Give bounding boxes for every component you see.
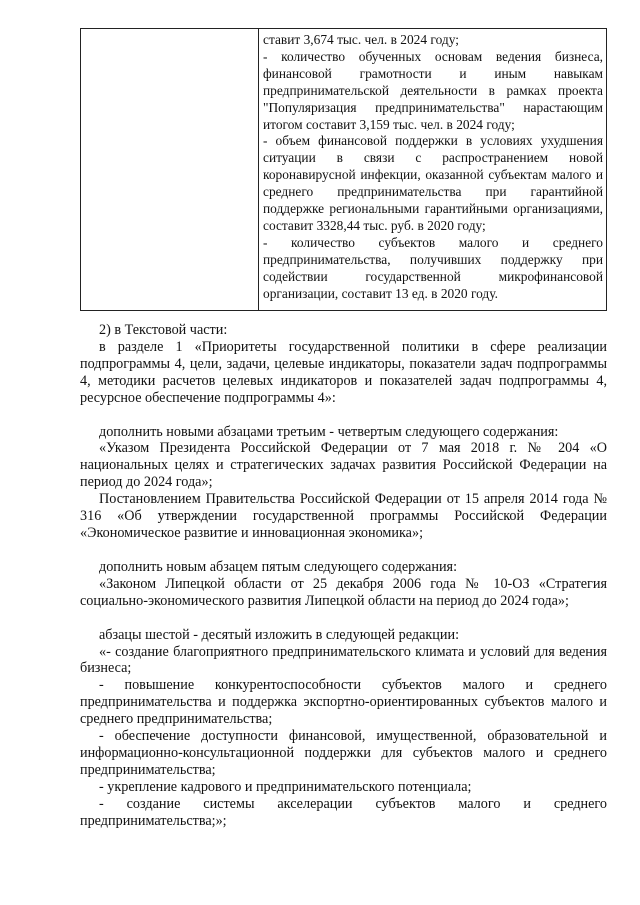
paragraph: дополнить новым абзацем пятым следующего содержания: (99, 558, 458, 575)
paragraph: - укрепление кадрового и предпринимательского потенциала; (99, 778, 472, 795)
table-column-divider (258, 29, 259, 310)
paragraph: 2) в Текстовой части: (99, 322, 228, 338)
paragraph: «Указом Президента Российской Федерации от 7 мая 2018 г. № 204 «О национальных целях и стратегических задачах развития Российской Федерации на период до 2024 года»; (80, 440, 607, 491)
paragraph: дополнить новыми абзацами третьим - четвертым следующего содержания: (99, 423, 559, 440)
paragraph: - создание системы акселерации субъектов малого и среднего предпринимательства;»; (80, 795, 607, 829)
paragraph: Постановлением Правительства Российской Федерации от 15 апреля 2014 года № 316 «Об утверждении государственной программы Российской Федерации «Экономическое развитие и инновационная экономика»; (80, 491, 607, 541)
paragraph: абзацы шестой - десятый изложить в следующей редакции: (99, 626, 460, 643)
paragraph: «Законом Липецкой области от 25 декабря 2006 года № 10-ОЗ «Стратегия социально-экономического развития Липецкой области на период до 2024 года»; (80, 575, 607, 609)
table-item: - количество субъектов малого и среднего предпринимательства, получивших поддержку при содействии государственной микрофинансовой организации, составит 13 ед. в 2020 году. (263, 234, 603, 301)
paragraph: «- создание благоприятного предпринимательского климата и условий для ведения бизнеса; (80, 643, 607, 677)
table-right-cell (263, 32, 603, 303)
paragraph: в разделе 1 «Приоритеты государственной политики в сфере реализации подпрограммы 4, цели, задачи, целевые индикаторы, показатели задач подпрограммы 4, методики расчетов целевых индикаторов и показателей задач подпрограммы 4, ресурсное обеспечение подпрограммы 4»: (80, 338, 607, 406)
indicator-table (80, 28, 607, 311)
table-item: - объем финансовой поддержки в условиях ухудшения ситуации в связи с распространением новой коронавирусной инфекции, оказанной субъектам малого и среднего предпринимательства при гарантийной поддержке региональными гарантийными организациями, составит 3328,44 тыс. руб. в 2020 году; (263, 133, 603, 233)
table-item: - количество обученных основам ведения бизнеса, финансовой грамотности и иным навыкам предпринимательской деятельности в рамках проекта "Популяризация предпринимательства" нарастающим итогом составит 3,159 тыс. чел. в 2024 году; (263, 48, 603, 132)
document-body (80, 322, 607, 829)
paragraph: - повышение конкурентоспособности субъектов малого и среднего предпринимательства и поддержка экспортно-ориентированных субъектов малого и среднего предпринимательства; (80, 677, 607, 728)
paragraph: - обеспечение доступности финансовой, имущественной, образовательной и информационно-консультационной поддержки для субъектов малого и среднего предпринимательства; (80, 728, 607, 778)
table-item: ставит 3,674 тыс. чел. в 2024 году; (263, 32, 459, 47)
